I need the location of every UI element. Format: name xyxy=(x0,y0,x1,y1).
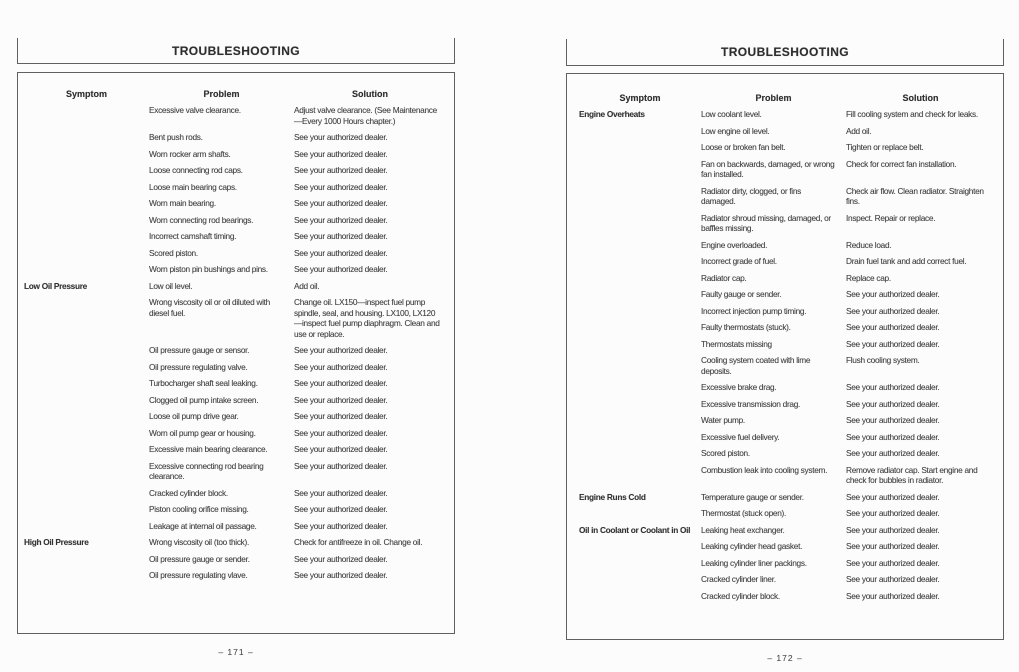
problem-cell: Loose main bearing caps. xyxy=(149,181,237,192)
manual-page-172 xyxy=(566,39,1004,663)
solution-cell: See your authorized dealer. xyxy=(294,165,388,175)
problem-cell: Radiator dirty, clogged, or fins damaged. xyxy=(701,185,802,206)
table-row xyxy=(579,322,995,333)
table-row xyxy=(24,132,446,143)
symptom-cell: Low Oil Pressure xyxy=(24,280,87,291)
solution-cell: See your authorized dealer. xyxy=(846,574,940,584)
manual-page-171 xyxy=(17,38,455,657)
solution-cell: See your authorized dealer. xyxy=(846,557,940,568)
problem-cell: Cracked cylinder block. xyxy=(149,487,228,498)
table-row xyxy=(24,378,446,389)
table-row xyxy=(24,554,446,565)
table-row xyxy=(579,273,995,284)
problem-cell: Leaking cylinder head gasket. xyxy=(701,541,803,551)
solution-cell: See your authorized dealer. xyxy=(846,382,940,392)
problem-cell: Worn main bearing. xyxy=(149,198,216,208)
problem-cell: Incorrect camshaft timing. xyxy=(149,231,237,241)
table-row xyxy=(24,461,446,482)
column-header-problem: Problem xyxy=(755,93,792,103)
page-number: – 172 – xyxy=(767,653,803,663)
problem-cell: Worn piston pin bushings and pins. xyxy=(149,264,268,274)
solution-cell: Flush cooling system. xyxy=(846,355,920,365)
solution-cell: See your authorized dealer. xyxy=(294,264,388,274)
solution-cell: See your authorized dealer. xyxy=(294,345,388,355)
table-row xyxy=(579,591,995,602)
table-row xyxy=(24,428,446,439)
table-row xyxy=(24,149,446,160)
solution-cell: Reduce load. xyxy=(846,239,892,250)
problem-cell: Oil pressure regulating vlave. xyxy=(149,570,248,580)
problem-cell: Bent push rods. xyxy=(149,132,203,142)
table-row xyxy=(24,504,446,515)
table-body xyxy=(24,105,446,581)
table-row xyxy=(24,215,446,226)
problem-cell: Engine overloaded. xyxy=(701,239,768,250)
solution-cell: Adjust valve clearance. (See Maintenance—Every 1000 Hours chapter.) xyxy=(294,105,437,126)
problem-cell: Excessive connecting rod bearing clearance. xyxy=(149,460,264,481)
problem-cell: Faulty thermostats (stuck). xyxy=(701,322,791,332)
problem-cell: Thermostat (stuck open). xyxy=(701,508,787,518)
solution-cell: See your authorized dealer. xyxy=(294,148,388,159)
problem-cell: Faulty gauge or sender. xyxy=(701,289,782,299)
solution-cell: See your authorized dealer. xyxy=(294,444,388,454)
page-title-band xyxy=(566,39,1004,66)
table-row xyxy=(24,570,446,581)
table-row xyxy=(24,488,446,499)
solution-cell: See your authorized dealer. xyxy=(846,305,940,316)
table-row xyxy=(24,521,446,532)
table-row xyxy=(579,558,995,569)
solution-cell: Check air flow. Clean radiator. Straighten fins. xyxy=(846,185,984,206)
solution-cell: Replace cap. xyxy=(846,272,891,283)
solution-cell: See your authorized dealer. xyxy=(294,132,388,142)
solution-cell: See your authorized dealer. xyxy=(846,338,940,349)
problem-cell: Temperature gauge or sender. xyxy=(701,491,804,502)
table-row xyxy=(24,105,446,126)
problem-cell: Loose or broken fan belt. xyxy=(701,142,786,152)
table-row xyxy=(579,415,995,426)
solution-cell: Check for antifreeze in oil. Change oil. xyxy=(294,537,423,547)
troubleshooting-table xyxy=(566,73,1004,640)
table-row xyxy=(579,159,995,180)
problem-cell: Worn oil pump gear or housing. xyxy=(149,427,256,438)
solution-cell: See your authorized dealer. xyxy=(294,394,388,405)
table-row xyxy=(24,345,446,356)
column-header-solution: Solution xyxy=(352,89,388,99)
page-title: TROUBLESHOOTING xyxy=(172,43,300,58)
table-row xyxy=(24,198,446,209)
table-row xyxy=(24,411,446,422)
table-row xyxy=(579,289,995,300)
problem-cell: Leakage at internal oil passage. xyxy=(149,520,257,531)
table-body xyxy=(579,109,995,601)
problem-cell: Thermostats missing xyxy=(701,338,772,349)
solution-cell: Drain fuel tank and add correct fuel. xyxy=(846,256,967,266)
table-row xyxy=(24,264,446,275)
problem-cell: Loose oil pump drive gear. xyxy=(149,411,239,421)
problem-cell: Cracked cylinder liner. xyxy=(701,574,776,584)
table-row xyxy=(579,142,995,153)
problem-cell: Excessive fuel delivery. xyxy=(701,431,780,442)
problem-cell: Combustion leak into cooling system. xyxy=(701,464,828,475)
table-row xyxy=(24,444,446,455)
table-row xyxy=(24,537,446,548)
troubleshooting-table xyxy=(17,72,455,634)
table-row xyxy=(24,248,446,259)
problem-cell: Excessive transmission drag. xyxy=(701,398,801,409)
problem-cell: Leaking cylinder liner packings. xyxy=(701,557,807,568)
table-row xyxy=(579,339,995,350)
solution-cell: Remove radiator cap. Start engine and check for bubbles in radiator. xyxy=(846,464,978,485)
table-row xyxy=(579,306,995,317)
problem-cell: Excessive main bearing clearance. xyxy=(149,444,268,454)
column-header-symptom: Symptom xyxy=(65,89,107,99)
solution-cell: See your authorized dealer. xyxy=(846,448,940,458)
problem-cell: Leaking heat exchanger. xyxy=(701,524,785,535)
table-row xyxy=(579,256,995,267)
solution-cell: See your authorized dealer. xyxy=(294,247,388,258)
solution-cell: See your authorized dealer. xyxy=(294,181,388,192)
table-row xyxy=(24,297,446,339)
table-row xyxy=(579,126,995,137)
table-row xyxy=(579,541,995,552)
solution-cell: See your authorized dealer. xyxy=(846,491,940,502)
table-row xyxy=(579,240,995,251)
solution-cell: See your authorized dealer. xyxy=(294,520,388,531)
solution-cell: See your authorized dealer. xyxy=(846,524,940,535)
solution-cell: Inspect. Repair or replace. xyxy=(846,212,936,223)
problem-cell: Clogged oil pump intake screen. xyxy=(149,394,259,405)
table-row xyxy=(24,182,446,193)
problem-cell: Turbocharger shaft seal leaking. xyxy=(149,378,258,388)
table-row xyxy=(579,432,995,443)
table-row xyxy=(579,109,995,120)
problem-cell: Excessive valve clearance. xyxy=(149,105,241,115)
table-row xyxy=(24,231,446,242)
solution-cell: See your authorized dealer. xyxy=(294,487,388,498)
table-row xyxy=(24,395,446,406)
problem-cell: Cracked cylinder block. xyxy=(701,590,780,601)
solution-cell: See your authorized dealer. xyxy=(294,504,388,514)
solution-cell: See your authorized dealer. xyxy=(294,411,388,421)
table-row xyxy=(24,281,446,292)
page-title: TROUBLESHOOTING xyxy=(721,45,849,59)
problem-cell: Wrong viscosity oil (too thick). xyxy=(149,537,249,547)
solution-cell: Change oil. LX150—inspect fuel pump spindle, seal, and housing. LX100, LX120 —inspect fuel pump diaphragm. Clean and use or replace. xyxy=(294,297,440,339)
problem-cell: Incorrect grade of fuel. xyxy=(701,256,777,266)
table-header-row xyxy=(579,93,995,103)
table-row xyxy=(579,355,995,376)
solution-cell: See your authorized dealer. xyxy=(846,398,940,409)
problem-cell: Low engine oil level. xyxy=(701,125,770,136)
solution-cell: Fill cooling system and check for leaks. xyxy=(846,109,978,119)
symptom-cell: High Oil Pressure xyxy=(24,537,89,547)
solution-cell: See your authorized dealer. xyxy=(294,460,388,471)
table-header-row xyxy=(24,89,446,99)
solution-cell: See your authorized dealer. xyxy=(294,361,388,372)
table-row xyxy=(579,492,995,503)
problem-cell: Wrong viscosity oil or oil diluted with diesel fuel. xyxy=(149,297,270,318)
solution-cell: See your authorized dealer. xyxy=(846,289,940,299)
problem-cell: Low coolant level. xyxy=(701,109,762,119)
problem-cell: Radiator cap. xyxy=(701,272,747,283)
problem-cell: Cooling system coated with lime deposits. xyxy=(701,355,811,376)
symptom-cell: Engine Overheats xyxy=(579,109,645,119)
table-row xyxy=(24,165,446,176)
solution-cell: See your authorized dealer. xyxy=(846,322,940,332)
problem-cell: Water pump. xyxy=(701,415,745,425)
table-row xyxy=(579,186,995,207)
column-header-solution: Solution xyxy=(902,93,939,103)
problem-cell: Scored piston. xyxy=(701,448,750,458)
symptom-cell: Engine Runs Cold xyxy=(579,491,646,502)
symptom-cell: Oil in Coolant or Coolant in Oil xyxy=(579,524,691,535)
problem-cell: Worn connecting rod bearings. xyxy=(149,214,254,225)
problem-cell: Low oil level. xyxy=(149,280,193,291)
table-row xyxy=(579,382,995,393)
problem-cell: Incorrect injection pump timing. xyxy=(701,305,807,316)
solution-cell: See your authorized dealer. xyxy=(846,431,940,442)
solution-cell: See your authorized dealer. xyxy=(846,590,940,601)
solution-cell: See your authorized dealer. xyxy=(294,553,388,564)
table-row xyxy=(579,574,995,585)
table-row xyxy=(579,399,995,410)
problem-cell: Scored piston. xyxy=(149,247,198,258)
problem-cell: Worn rocker arm shafts. xyxy=(149,148,231,159)
solution-cell: See your authorized dealer. xyxy=(846,415,940,425)
problem-cell: Oil pressure regulating valve. xyxy=(149,361,248,372)
solution-cell: Tighten or replace belt. xyxy=(846,142,924,152)
problem-cell: Oil pressure gauge or sensor. xyxy=(149,345,250,355)
solution-cell: Check for correct fan installation. xyxy=(846,158,957,169)
table-row xyxy=(579,448,995,459)
problem-cell: Piston cooling orifice missing. xyxy=(149,504,249,514)
solution-cell: See your authorized dealer. xyxy=(846,508,940,518)
solution-cell: See your authorized dealer. xyxy=(294,570,388,580)
page-number: – 171 – xyxy=(218,647,254,657)
table-row xyxy=(579,508,995,519)
problem-cell: Radiator shroud missing, damaged, or baffles missing. xyxy=(701,212,831,233)
table-row xyxy=(24,362,446,373)
solution-cell: Add oil. xyxy=(294,280,320,291)
solution-cell: See your authorized dealer. xyxy=(294,427,388,438)
column-header-problem: Problem xyxy=(203,89,240,99)
solution-cell: See your authorized dealer. xyxy=(294,214,388,225)
column-header-symptom: Symptom xyxy=(619,93,661,103)
solution-cell: Add oil. xyxy=(846,125,872,136)
page-title-band xyxy=(17,38,455,64)
problem-cell: Fan on backwards, damaged, or wrong fan installed. xyxy=(701,158,835,179)
solution-cell: See your authorized dealer. xyxy=(294,378,388,388)
solution-cell: See your authorized dealer. xyxy=(294,231,388,241)
table-row xyxy=(579,465,995,486)
table-row xyxy=(579,525,995,536)
problem-cell: Loose connecting rod caps. xyxy=(149,165,243,175)
problem-cell: Excessive brake drag. xyxy=(701,382,777,392)
problem-cell: Oil pressure gauge or sender. xyxy=(149,553,250,564)
solution-cell: See your authorized dealer. xyxy=(294,198,388,208)
table-row xyxy=(579,213,995,234)
solution-cell: See your authorized dealer. xyxy=(846,541,940,551)
